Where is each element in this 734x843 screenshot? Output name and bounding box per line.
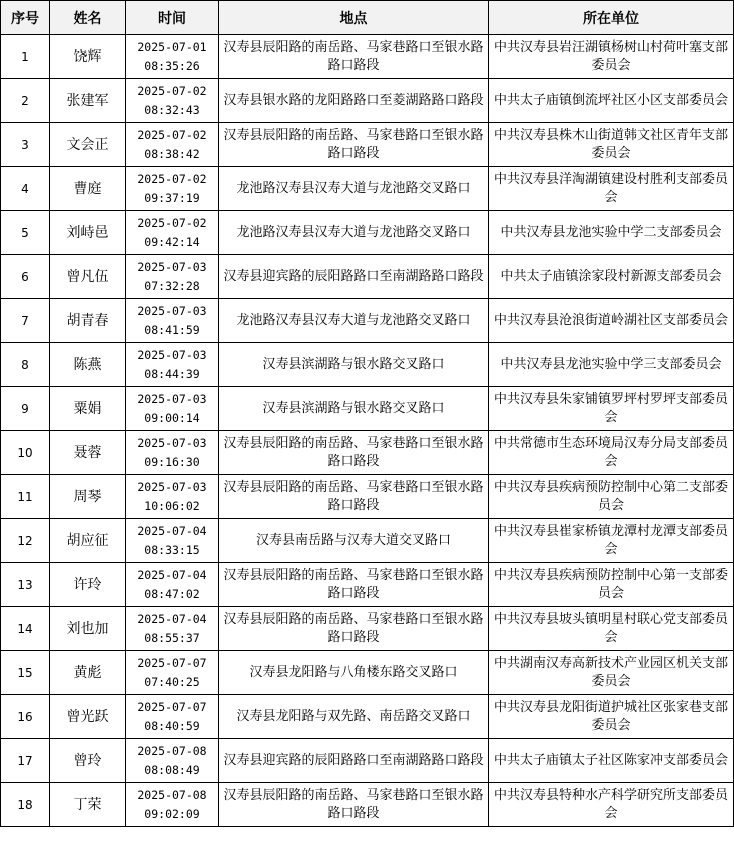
row-index: 13 xyxy=(1,563,50,607)
row-unit: 中共汉寿县洋淘湖镇建设村胜利支部委员会 xyxy=(489,167,734,211)
table-row xyxy=(1,651,734,695)
row-time xyxy=(126,651,219,695)
row-place: 龙池路汉寿县汉寿大道与龙池路交叉路口 xyxy=(219,211,489,255)
row-place: 龙池路汉寿县汉寿大道与龙池路交叉路口 xyxy=(219,167,489,211)
table-row xyxy=(1,475,734,519)
row-index: 1 xyxy=(1,35,50,79)
row-index: 8 xyxy=(1,343,50,387)
row-time xyxy=(126,475,219,519)
table-row xyxy=(1,387,734,431)
row-place: 汉寿县南岳路与汉寿大道交叉路口 xyxy=(219,519,489,563)
row-name: 黄彪 xyxy=(50,651,126,695)
row-index: 10 xyxy=(1,431,50,475)
table-row xyxy=(1,211,734,255)
row-date: 2025-07-08 xyxy=(137,743,207,758)
row-place: 汉寿县银水路的龙阳路路口至菱湖路路口路段 xyxy=(219,79,489,123)
row-clock: 08:35:26 xyxy=(144,58,200,73)
row-place: 汉寿县迎宾路的辰阳路路口至南湖路路口路段 xyxy=(219,739,489,783)
table-row xyxy=(1,79,734,123)
row-unit: 中共汉寿县朱家铺镇罗坪村罗坪支部委员会 xyxy=(489,387,734,431)
row-index: 3 xyxy=(1,123,50,167)
header-time: 时间 xyxy=(126,1,219,35)
row-date: 2025-07-08 xyxy=(137,787,207,802)
row-place: 汉寿县龙阳路与八角楼东路交叉路口 xyxy=(219,651,489,695)
row-date: 2025-07-04 xyxy=(137,567,207,582)
table-row xyxy=(1,607,734,651)
row-clock: 08:41:59 xyxy=(144,322,200,337)
table-body xyxy=(1,35,734,827)
table-row xyxy=(1,783,734,827)
row-name: 曾凡伍 xyxy=(50,255,126,299)
row-clock: 09:42:14 xyxy=(144,234,200,249)
row-index: 5 xyxy=(1,211,50,255)
row-date: 2025-07-03 xyxy=(137,479,207,494)
row-unit: 中共汉寿县疾病预防控制中心第一支部委员会 xyxy=(489,563,734,607)
row-clock: 08:38:42 xyxy=(144,146,200,161)
row-clock: 08:33:15 xyxy=(144,542,200,557)
row-clock: 08:32:43 xyxy=(144,102,200,117)
row-unit: 中共汉寿县龙池实验中学三支部委员会 xyxy=(489,343,734,387)
row-time xyxy=(126,35,219,79)
header-unit: 所在单位 xyxy=(489,1,734,35)
table-row xyxy=(1,123,734,167)
row-date: 2025-07-03 xyxy=(137,391,207,406)
table-row xyxy=(1,431,734,475)
row-name: 胡应征 xyxy=(50,519,126,563)
row-index: 15 xyxy=(1,651,50,695)
row-place: 汉寿县辰阳路的南岳路、马家巷路口至银水路路口路段 xyxy=(219,123,489,167)
row-unit: 中共汉寿县疾病预防控制中心第二支部委员会 xyxy=(489,475,734,519)
row-name: 文会正 xyxy=(50,123,126,167)
table-row xyxy=(1,695,734,739)
row-time xyxy=(126,563,219,607)
row-index: 14 xyxy=(1,607,50,651)
header-row xyxy=(1,1,734,35)
table-row xyxy=(1,519,734,563)
row-unit: 中共汉寿县坡头镇明星村联心党支部委员会 xyxy=(489,607,734,651)
row-place: 汉寿县辰阳路的南岳路、马家巷路口至银水路路口路段 xyxy=(219,783,489,827)
row-index: 18 xyxy=(1,783,50,827)
row-date: 2025-07-03 xyxy=(137,347,207,362)
row-place: 汉寿县龙阳路与双先路、南岳路交叉路口 xyxy=(219,695,489,739)
row-name: 聂蓉 xyxy=(50,431,126,475)
row-date: 2025-07-02 xyxy=(137,215,207,230)
row-unit: 中共汉寿县株木山街道韩文社区青年支部委员会 xyxy=(489,123,734,167)
row-date: 2025-07-01 xyxy=(137,39,207,54)
row-name: 粟娟 xyxy=(50,387,126,431)
row-name: 丁荣 xyxy=(50,783,126,827)
row-time xyxy=(126,167,219,211)
row-place: 汉寿县迎宾路的辰阳路路口至南湖路路口路段 xyxy=(219,255,489,299)
row-date: 2025-07-03 xyxy=(137,303,207,318)
row-unit: 中共太子庙镇涂家段村新源支部委员会 xyxy=(489,255,734,299)
row-time xyxy=(126,299,219,343)
row-clock: 09:16:30 xyxy=(144,454,200,469)
row-place: 龙池路汉寿县汉寿大道与龙池路交叉路口 xyxy=(219,299,489,343)
row-clock: 09:02:09 xyxy=(144,806,200,821)
row-clock: 08:47:02 xyxy=(144,586,200,601)
row-index: 12 xyxy=(1,519,50,563)
row-place: 汉寿县辰阳路的南岳路、马家巷路口至银水路路口路段 xyxy=(219,431,489,475)
row-unit: 中共太子庙镇太子社区陈家冲支部委员会 xyxy=(489,739,734,783)
row-clock: 08:55:37 xyxy=(144,630,200,645)
row-date: 2025-07-03 xyxy=(137,435,207,450)
row-time xyxy=(126,431,219,475)
row-name: 胡青春 xyxy=(50,299,126,343)
row-place: 汉寿县辰阳路的南岳路、马家巷路口至银水路路口路段 xyxy=(219,35,489,79)
row-clock: 10:06:02 xyxy=(144,498,200,513)
row-unit: 中共汉寿县特种水产科学研究所支部委员会 xyxy=(489,783,734,827)
row-name: 刘也加 xyxy=(50,607,126,651)
row-time xyxy=(126,123,219,167)
row-place: 汉寿县辰阳路的南岳路、马家巷路口至银水路路口路段 xyxy=(219,607,489,651)
row-time xyxy=(126,519,219,563)
row-unit: 中共汉寿县龙阳街道护城社区张家巷支部委员会 xyxy=(489,695,734,739)
table-row xyxy=(1,299,734,343)
row-clock: 07:32:28 xyxy=(144,278,200,293)
table-row xyxy=(1,563,734,607)
row-time xyxy=(126,79,219,123)
row-unit: 中共汉寿县崔家桥镇龙潭村龙潭支部委员会 xyxy=(489,519,734,563)
row-unit: 中共湖南汉寿高新技术产业园区机关支部委员会 xyxy=(489,651,734,695)
table-row xyxy=(1,343,734,387)
header-name: 姓名 xyxy=(50,1,126,35)
header-index: 序号 xyxy=(1,1,50,35)
row-time xyxy=(126,783,219,827)
row-time xyxy=(126,255,219,299)
row-index: 7 xyxy=(1,299,50,343)
row-clock: 08:44:39 xyxy=(144,366,200,381)
row-clock: 07:40:25 xyxy=(144,674,200,689)
row-unit: 中共汉寿县岩汪湖镇杨树山村荷叶塞支部委员会 xyxy=(489,35,734,79)
row-place: 汉寿县滨湖路与银水路交叉路口 xyxy=(219,343,489,387)
row-date: 2025-07-03 xyxy=(137,259,207,274)
row-index: 2 xyxy=(1,79,50,123)
row-index: 16 xyxy=(1,695,50,739)
row-index: 6 xyxy=(1,255,50,299)
row-time xyxy=(126,739,219,783)
row-index: 4 xyxy=(1,167,50,211)
row-date: 2025-07-02 xyxy=(137,83,207,98)
row-date: 2025-07-07 xyxy=(137,699,207,714)
row-index: 17 xyxy=(1,739,50,783)
row-name: 饶辉 xyxy=(50,35,126,79)
row-date: 2025-07-07 xyxy=(137,655,207,670)
header-place: 地点 xyxy=(219,1,489,35)
row-place: 汉寿县辰阳路的南岳路、马家巷路口至银水路路口路段 xyxy=(219,475,489,519)
row-unit: 中共太子庙镇倒流坪社区小区支部委员会 xyxy=(489,79,734,123)
row-name: 曾玲 xyxy=(50,739,126,783)
row-clock: 08:40:59 xyxy=(144,718,200,733)
table-row xyxy=(1,167,734,211)
row-name: 许玲 xyxy=(50,563,126,607)
row-clock: 08:08:49 xyxy=(144,762,200,777)
table-row xyxy=(1,255,734,299)
row-clock: 09:00:14 xyxy=(144,410,200,425)
row-name: 周琴 xyxy=(50,475,126,519)
row-unit: 中共常德市生态环境局汉寿分局支部委员会 xyxy=(489,431,734,475)
row-clock: 09:37:19 xyxy=(144,190,200,205)
row-place: 汉寿县辰阳路的南岳路、马家巷路口至银水路路口路段 xyxy=(219,563,489,607)
table-row xyxy=(1,35,734,79)
row-time xyxy=(126,695,219,739)
row-index: 11 xyxy=(1,475,50,519)
row-unit: 中共汉寿县沧浪街道岭湖社区支部委员会 xyxy=(489,299,734,343)
row-date: 2025-07-02 xyxy=(137,171,207,186)
row-name: 曹庭 xyxy=(50,167,126,211)
row-date: 2025-07-04 xyxy=(137,611,207,626)
row-index: 9 xyxy=(1,387,50,431)
row-date: 2025-07-02 xyxy=(137,127,207,142)
row-name: 曾光跃 xyxy=(50,695,126,739)
row-time xyxy=(126,607,219,651)
row-unit: 中共汉寿县龙池实验中学二支部委员会 xyxy=(489,211,734,255)
row-name: 张建军 xyxy=(50,79,126,123)
row-date: 2025-07-04 xyxy=(137,523,207,538)
row-time xyxy=(126,387,219,431)
table-row xyxy=(1,739,734,783)
row-time xyxy=(126,211,219,255)
row-name: 刘峙邑 xyxy=(50,211,126,255)
table-header xyxy=(1,1,734,35)
row-time xyxy=(126,343,219,387)
row-place: 汉寿县滨湖路与银水路交叉路口 xyxy=(219,387,489,431)
row-name: 陈燕 xyxy=(50,343,126,387)
